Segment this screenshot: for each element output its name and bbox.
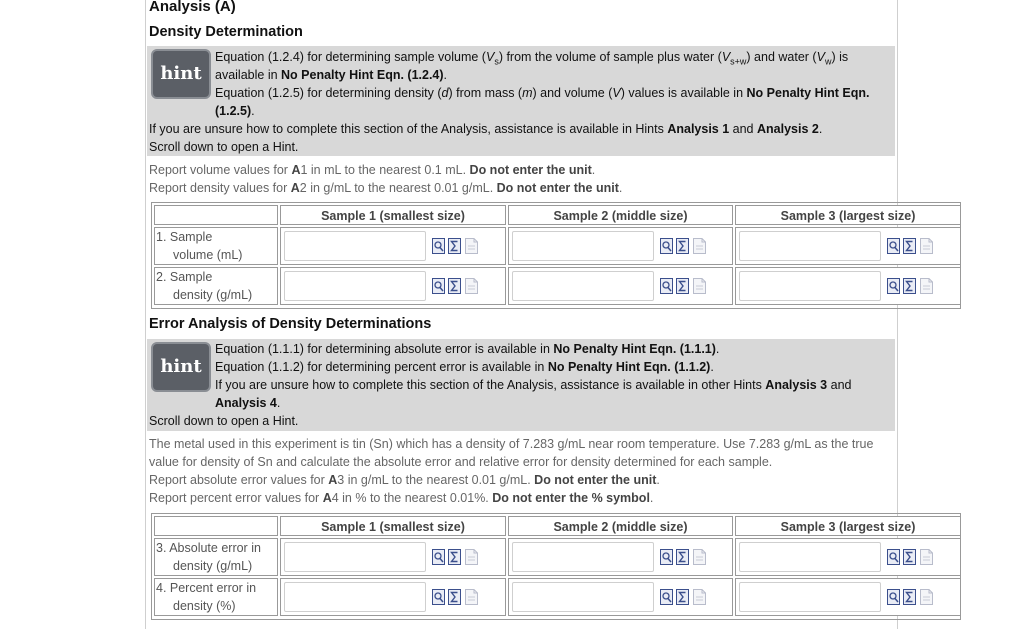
density-hint-line2: available in No Penalty Hint Eqn. (1.2.4). bbox=[215, 68, 448, 82]
row-label-line2: density (%) bbox=[173, 599, 236, 613]
answer-input[interactable] bbox=[284, 231, 426, 261]
row-label-line1: 2. Sample bbox=[156, 270, 213, 284]
row-label-line1: 1. Sample bbox=[156, 230, 213, 244]
equation-icon[interactable] bbox=[676, 278, 689, 294]
analysis-1-link[interactable]: Analysis 1 bbox=[667, 122, 730, 136]
equation-icon[interactable] bbox=[903, 549, 916, 565]
preview-icon[interactable] bbox=[660, 238, 673, 254]
note-icon[interactable] bbox=[693, 589, 706, 605]
row-label bbox=[154, 538, 278, 576]
eqn-111-link[interactable]: No Penalty Hint Eqn. (1.1.1) bbox=[553, 342, 716, 356]
preview-icon[interactable] bbox=[432, 278, 445, 294]
note-icon[interactable] bbox=[920, 549, 933, 565]
error-note-2: Report percent error values for A4 in % to the nearest 0.01%. Do not enter the % symbol. bbox=[149, 491, 654, 505]
preview-icon[interactable] bbox=[432, 549, 445, 565]
row-label bbox=[154, 578, 278, 616]
note-icon[interactable] bbox=[920, 589, 933, 605]
eqn-112-link[interactable]: No Penalty Hint Eqn. (1.1.2) bbox=[547, 360, 711, 374]
answer-input[interactable] bbox=[284, 582, 426, 612]
note-icon[interactable] bbox=[465, 549, 478, 565]
error-hint-line3: If you are unsure how to complete this section of the Analysis, assistance is available in other Hints Analysis 3 and bbox=[215, 378, 852, 392]
answer-input[interactable] bbox=[512, 542, 654, 572]
answer-cell bbox=[508, 227, 733, 265]
error-scroll-note: Scroll down to open a Hint. bbox=[149, 414, 299, 428]
preview-icon[interactable] bbox=[660, 589, 673, 605]
analysis-page bbox=[147, 0, 916, 629]
answer-input[interactable] bbox=[284, 542, 426, 572]
error-hint-box bbox=[147, 339, 895, 431]
row-label bbox=[154, 227, 278, 265]
answer-cell bbox=[735, 538, 961, 576]
analysis-4-link[interactable]: Analysis 4 bbox=[215, 396, 277, 410]
equation-icon[interactable] bbox=[448, 589, 461, 605]
answer-input[interactable] bbox=[739, 542, 881, 572]
note-icon[interactable] bbox=[693, 549, 706, 565]
answer-cell bbox=[280, 538, 506, 576]
error-paragraph-line1: The metal used in this experiment is tin (Sn) which has a density of 7.283 g/mL near room temperature. Use 7.283 g/mL as the true bbox=[149, 437, 874, 451]
equation-icon[interactable] bbox=[448, 278, 461, 294]
density-heading: Density Determination bbox=[149, 24, 303, 40]
answer-cell bbox=[508, 267, 733, 305]
error-hint-line4: Analysis 4. bbox=[215, 396, 281, 410]
row-label bbox=[154, 267, 278, 305]
column-header: Sample 1 (smallest size) bbox=[280, 516, 506, 536]
row-label-line1: 4. Percent error in bbox=[156, 581, 257, 595]
equation-icon[interactable] bbox=[676, 549, 689, 565]
answer-input[interactable] bbox=[739, 231, 881, 261]
column-header: Sample 1 (smallest size) bbox=[280, 205, 506, 225]
density-hint-box bbox=[147, 46, 895, 156]
error-note-1: Report absolute error values for A3 in g/mL to the nearest 0.01 g/mL. Do not enter the unit. bbox=[149, 473, 660, 487]
table-corner-cell bbox=[154, 516, 278, 536]
answer-input[interactable] bbox=[739, 582, 881, 612]
preview-icon[interactable] bbox=[887, 589, 900, 605]
density-hint-line5: If you are unsure how to complete this section of the Analysis, assistance is available in Hints Analysis 1 and Analysis 2. bbox=[149, 122, 823, 136]
eqn-125-link[interactable]: No Penalty Hint Eqn. bbox=[746, 86, 870, 100]
preview-icon[interactable] bbox=[887, 549, 900, 565]
note-icon[interactable] bbox=[693, 238, 706, 254]
error-table bbox=[151, 513, 961, 620]
equation-icon[interactable] bbox=[448, 238, 461, 254]
note-icon[interactable] bbox=[465, 238, 478, 254]
answer-input[interactable] bbox=[512, 271, 654, 301]
column-header: Sample 3 (largest size) bbox=[735, 516, 961, 536]
density-hint-line4: (1.2.5). bbox=[215, 104, 255, 118]
preview-icon[interactable] bbox=[432, 589, 445, 605]
equation-icon[interactable] bbox=[903, 589, 916, 605]
error-heading: Error Analysis of Density Determinations bbox=[149, 316, 432, 332]
answer-cell bbox=[508, 578, 733, 616]
answer-cell bbox=[735, 267, 961, 305]
density-table bbox=[151, 202, 961, 309]
analysis-title: Analysis (A) bbox=[149, 0, 236, 15]
preview-icon[interactable] bbox=[660, 549, 673, 565]
error-hint-line2: Equation (1.1.2) for determining percent error is available in No Penalty Hint Eqn. (1.1.2). bbox=[215, 360, 714, 374]
answer-cell bbox=[280, 578, 506, 616]
left-border bbox=[145, 0, 146, 629]
equation-icon[interactable] bbox=[903, 278, 916, 294]
note-icon[interactable] bbox=[920, 238, 933, 254]
answer-input[interactable] bbox=[739, 271, 881, 301]
density-hint-line3: Equation (1.2.5) for determining density (d) from mass (m) and volume (V) values is available in No Penalty Hint Eqn. bbox=[215, 86, 870, 100]
analysis-3-link[interactable]: Analysis 3 bbox=[765, 378, 828, 392]
density-hint-button[interactable]: hint bbox=[151, 49, 211, 99]
answer-input[interactable] bbox=[284, 271, 426, 301]
equation-icon[interactable] bbox=[676, 589, 689, 605]
answer-cell bbox=[735, 227, 961, 265]
column-header: Sample 2 (middle size) bbox=[508, 516, 733, 536]
column-header: Sample 3 (largest size) bbox=[735, 205, 961, 225]
eqn-124-link[interactable]: No Penalty Hint Eqn. (1.2.4) bbox=[281, 68, 444, 82]
error-hint-button[interactable]: hint bbox=[151, 342, 211, 392]
row-label-line2: volume (mL) bbox=[173, 248, 243, 262]
answer-input[interactable] bbox=[512, 582, 654, 612]
note-icon[interactable] bbox=[465, 278, 478, 294]
equation-icon[interactable] bbox=[676, 238, 689, 254]
error-paragraph-line2: value for density of Sn and calculate the absolute error and relative error for density determined for each sample. bbox=[149, 455, 773, 469]
equation-icon[interactable] bbox=[903, 238, 916, 254]
preview-icon[interactable] bbox=[887, 278, 900, 294]
preview-icon[interactable] bbox=[432, 238, 445, 254]
preview-icon[interactable] bbox=[660, 278, 673, 294]
density-note-1: Report volume values for A1 in mL to the nearest 0.1 mL. Do not enter the unit. bbox=[149, 163, 596, 177]
note-icon[interactable] bbox=[693, 278, 706, 294]
answer-cell bbox=[280, 267, 506, 305]
row-label-line1: 3. Absolute error in bbox=[156, 541, 261, 555]
answer-cell bbox=[735, 578, 961, 616]
row-label-line2: density (g/mL) bbox=[173, 559, 253, 573]
error-hint-line1: Equation (1.1.1) for determining absolute error is available in No Penalty Hint Eqn. (1.1.1). bbox=[215, 342, 720, 356]
density-note-2: Report density values for A2 in g/mL to the nearest 0.01 g/mL. Do not enter the unit. bbox=[149, 181, 623, 195]
density-hint-line1: Equation (1.2.4) for determining sample volume $(V_s)$ from the volume of sample plus water $(V_{s+w})$ and water $(V_w)$ is bbox=[215, 50, 849, 67]
table-corner-cell bbox=[154, 205, 278, 225]
analysis-2-link[interactable]: Analysis 2 bbox=[756, 122, 819, 136]
density-scroll-note: Scroll down to open a Hint. bbox=[149, 140, 299, 154]
equation-icon[interactable] bbox=[448, 549, 461, 565]
preview-icon[interactable] bbox=[887, 238, 900, 254]
answer-input[interactable] bbox=[512, 231, 654, 261]
note-icon[interactable] bbox=[465, 589, 478, 605]
answer-cell bbox=[280, 227, 506, 265]
answer-cell bbox=[508, 538, 733, 576]
note-icon[interactable] bbox=[920, 278, 933, 294]
row-label-line2: density (g/mL) bbox=[173, 288, 253, 302]
column-header: Sample 2 (middle size) bbox=[508, 205, 733, 225]
